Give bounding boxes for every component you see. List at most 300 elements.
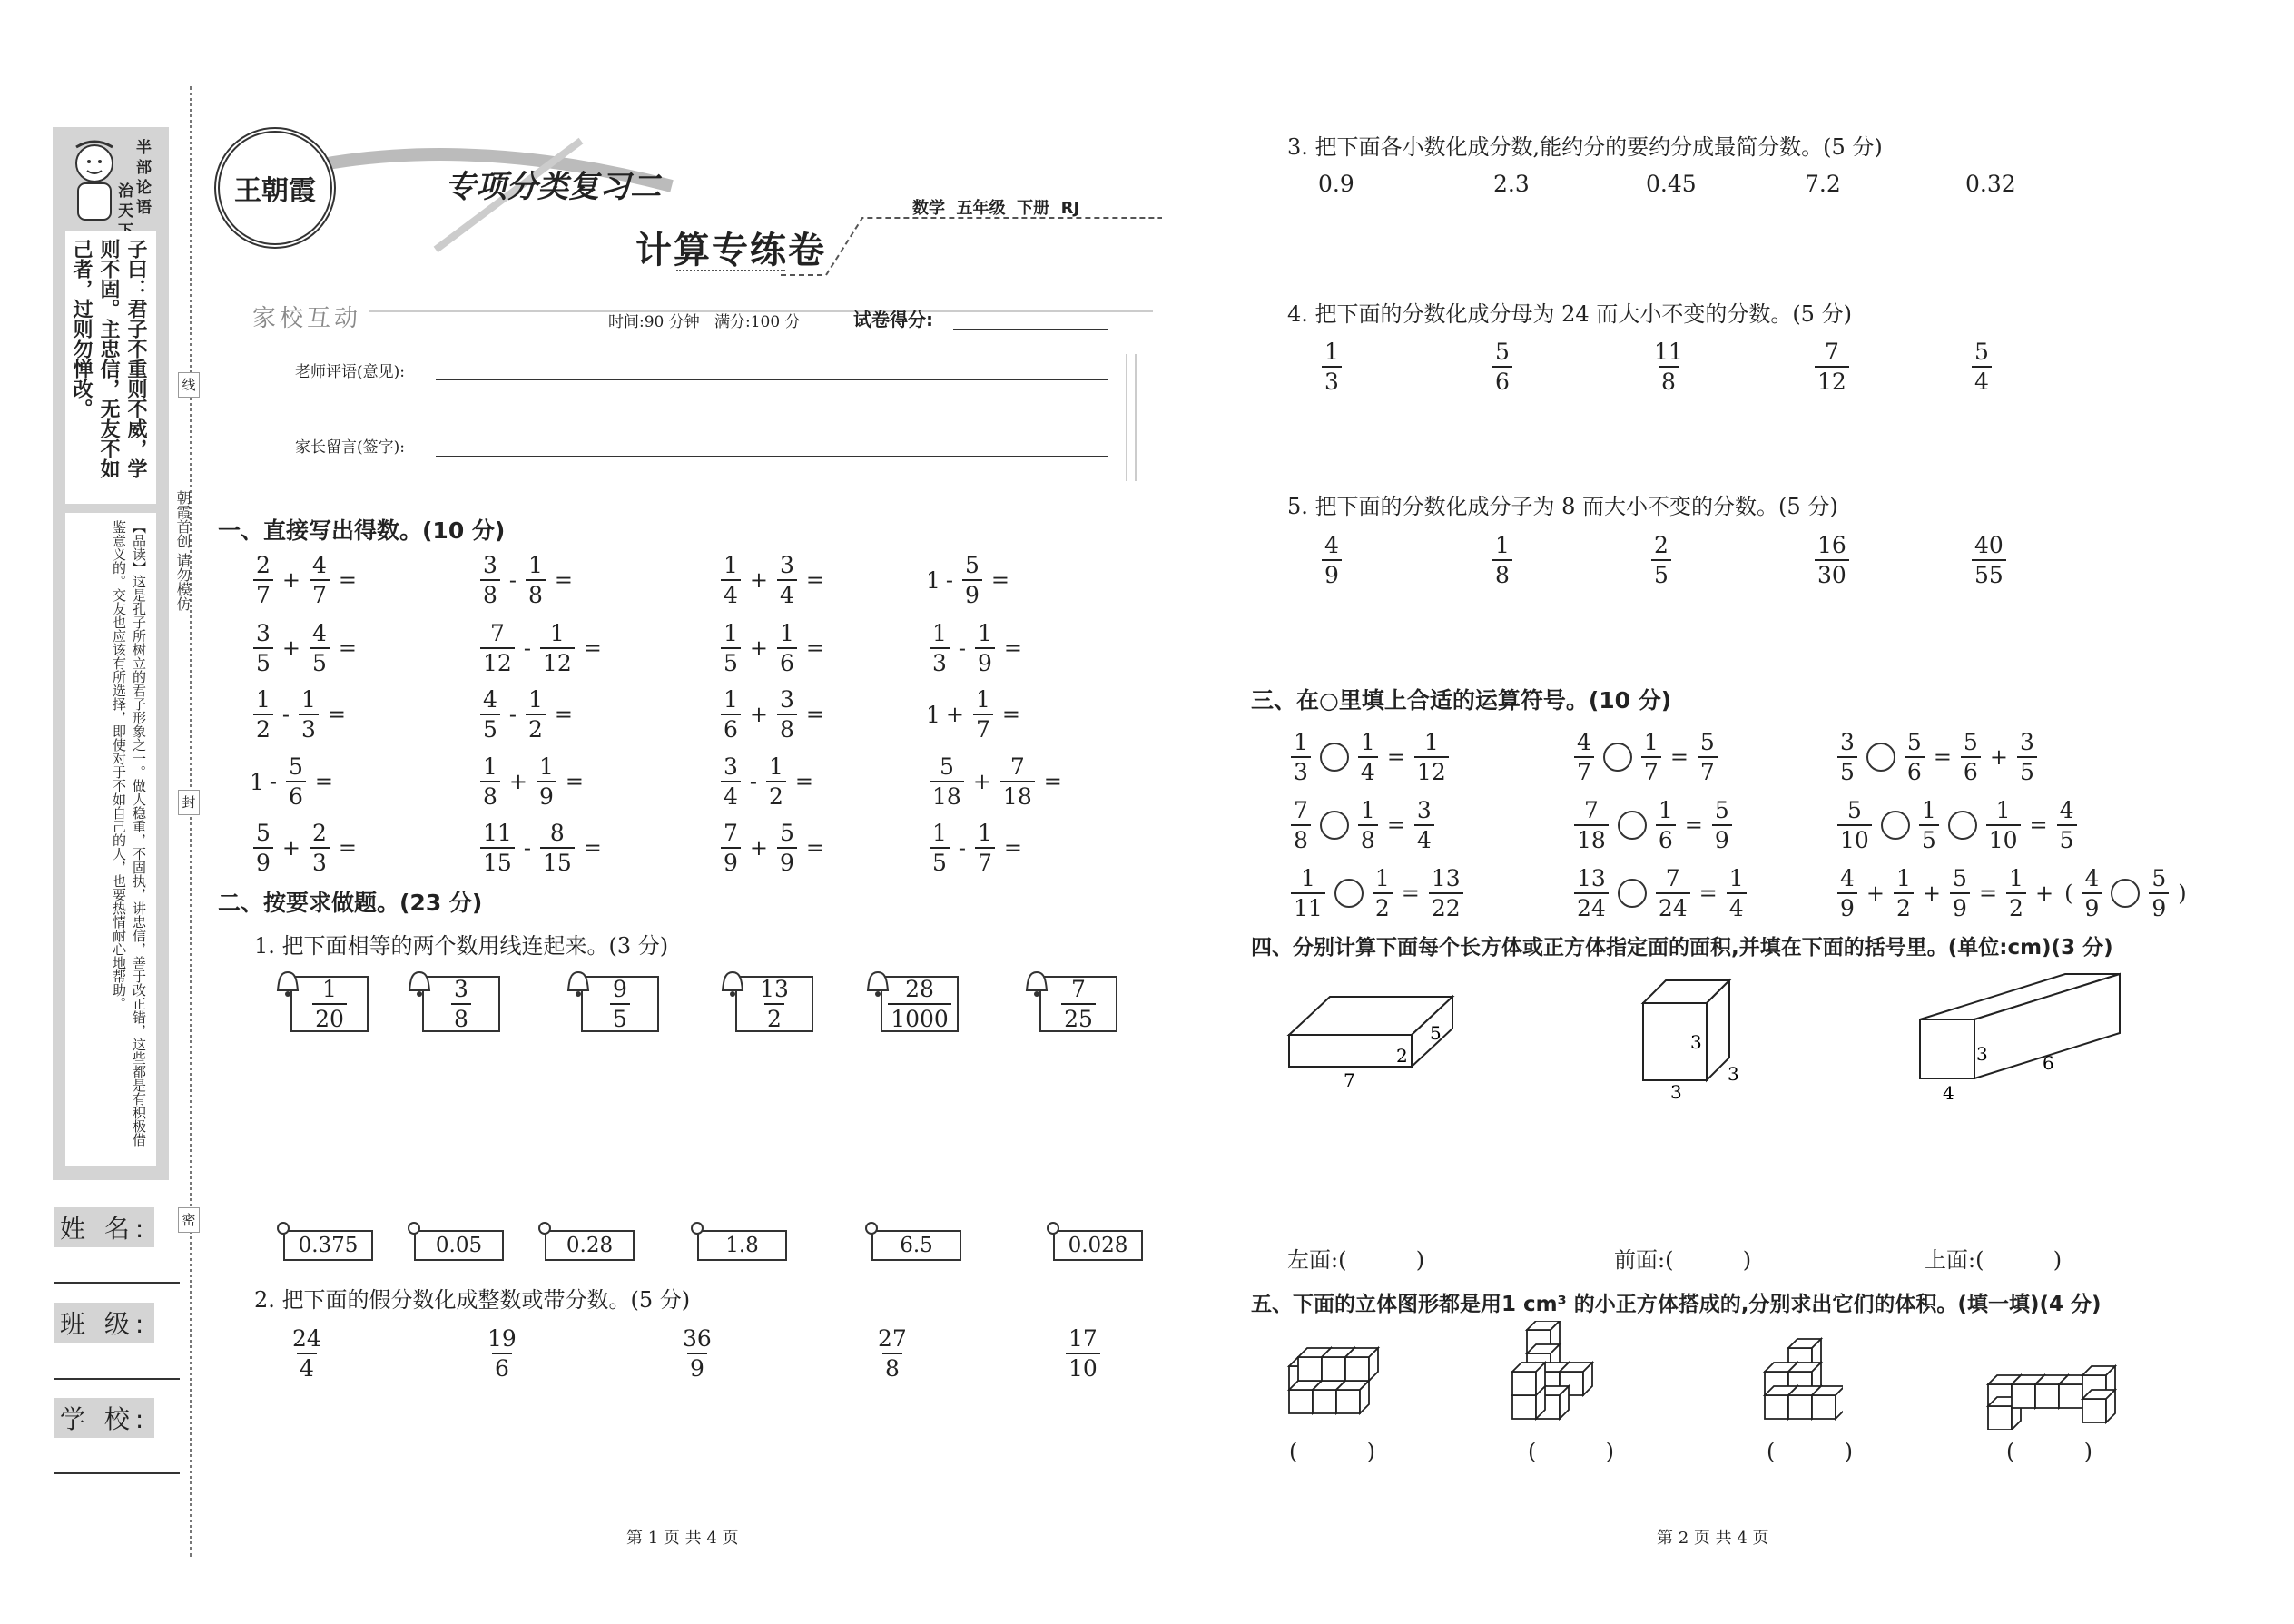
denominator: 1000 [888, 1003, 951, 1030]
q2-item [481, 1327, 523, 1380]
motto-column-2: 治 天 [118, 182, 133, 221]
cuboid-1-length: 7 [1344, 1069, 1355, 1091]
calc-item [250, 822, 362, 874]
q1-fraction-box[interactable] [735, 976, 813, 1032]
front-face-answer[interactable]: 前面:( ) [1614, 1247, 1752, 1273]
q1-decimal-box[interactable] [1053, 1230, 1143, 1261]
calc-item [477, 822, 607, 874]
title-underline [676, 270, 785, 271]
denominator: 9 [721, 847, 741, 874]
denominator: 5 [1651, 559, 1671, 586]
numerator: 1 [539, 753, 554, 780]
symbol: = [1401, 881, 1420, 906]
numerator: 19 [487, 1325, 517, 1352]
denominator: 8 [526, 579, 546, 606]
class-line[interactable] [54, 1378, 180, 1380]
score-line[interactable] [953, 329, 1108, 330]
solid-2 [1512, 1321, 1592, 1419]
fraction [721, 622, 741, 674]
denominator: 3 [1322, 366, 1342, 393]
school-label: 学 校: [54, 1398, 154, 1438]
fraction [1492, 340, 1512, 393]
numerator: 3 [483, 552, 497, 578]
fraction [930, 622, 950, 674]
section4-title: 四、分别计算下面每个长方体或正方体指定面的面积,并填在下面的括号里。(单位:cm)(3 分) [1251, 936, 2113, 960]
numerator: 2 [256, 552, 271, 578]
numerator: 1 [978, 620, 992, 646]
q1-fraction-box[interactable] [881, 976, 959, 1032]
parent-comment-label: 家长留言(签字): [295, 438, 405, 457]
numerator: 3 [724, 753, 738, 780]
solid-3-answer[interactable]: ( ) [1767, 1439, 1854, 1464]
numerator: 7 [1824, 339, 1839, 365]
section2-q1: 1. 把下面相等的两个数用线连起来。(3 分) [254, 933, 669, 959]
number: 1 [926, 566, 940, 594]
solid-4 [1979, 1357, 2142, 1430]
numerator: 2 [312, 820, 327, 846]
fraction: $\frac{1}{6}$ [1656, 799, 1676, 851]
time-info: 时间:90 分钟 满分:100 分 [608, 313, 801, 331]
q2-item [871, 1327, 913, 1380]
numerator: 1 [932, 620, 947, 646]
equals-sign: = [1001, 702, 1021, 727]
denominator: 2 [766, 781, 786, 808]
symbol: + [1989, 744, 2008, 770]
calc-item [926, 822, 1028, 874]
fraction: $\frac{5}{6}$ [1905, 731, 1925, 783]
operator-blank-circle[interactable] [1603, 743, 1632, 772]
logo-text: 王朝霞 [234, 175, 316, 207]
numerator: 9 [613, 976, 627, 1002]
section2-q4: 4. 把下面的分数化成分母为 24 而大小不变的分数。(5 分) [1287, 301, 1852, 327]
numerator: 5 [256, 820, 271, 846]
fraction: $\frac{5}{9}$ [1950, 867, 1970, 920]
operator-blank-circle[interactable] [1320, 743, 1349, 772]
pin-icon [865, 1222, 878, 1235]
symbol: = [1386, 812, 1405, 838]
q2-item [286, 1327, 328, 1380]
numerator: 1 [322, 976, 337, 1002]
commentary-box [65, 513, 156, 1166]
denominator: 4 [721, 781, 741, 808]
denominator: 55 [1972, 559, 2006, 586]
denominator: 4 [297, 1353, 317, 1380]
denominator: 4 [1972, 366, 1992, 393]
solid-2-answer[interactable]: ( ) [1528, 1439, 1615, 1464]
fraction [680, 1327, 714, 1380]
numerator: 36 [683, 1325, 712, 1352]
denominator: 9 [1322, 559, 1342, 586]
home-school-panel [245, 300, 1153, 499]
q3-value: 7.2 [1805, 171, 1841, 197]
fraction [777, 622, 797, 674]
denominator: 7 [310, 579, 330, 606]
score-label: 试卷得分: [853, 309, 933, 330]
q2-item [676, 1327, 718, 1380]
fraction: $\frac{3}{5}$ [1837, 731, 1857, 783]
operator-fill-item [1834, 867, 2192, 920]
calc-item [926, 554, 1015, 606]
q5-item [1318, 534, 1345, 586]
numerator: 1 [932, 820, 947, 846]
q1-decimal-box[interactable] [414, 1230, 504, 1261]
page1-footer: 第 1 页 共 4 页 [626, 1529, 739, 1548]
equals-sign: = [338, 567, 358, 593]
operator: + [281, 635, 301, 661]
numerator: 5 [965, 552, 980, 578]
operator-blank-circle[interactable] [1881, 811, 1910, 840]
equals-sign: = [338, 835, 358, 861]
q1-fraction-box[interactable] [1039, 976, 1117, 1032]
numerator: 4 [483, 686, 497, 713]
fraction [310, 622, 330, 674]
q1-decimal-box[interactable] [545, 1230, 635, 1261]
fraction [1322, 340, 1342, 393]
section1-title: 一、直接写出得数。(10 分) [218, 517, 506, 544]
fraction [875, 1327, 910, 1380]
operator-fill-item [1834, 731, 2041, 783]
school-line[interactable] [54, 1472, 180, 1474]
fraction: $\frac{1}{2}$ [1373, 867, 1393, 920]
equals-sign: = [583, 635, 602, 661]
cut-label-secret: 密 [178, 1207, 200, 1233]
fraction [290, 1327, 324, 1380]
equals-sign: = [1043, 769, 1062, 794]
symbol: ( [2064, 881, 2073, 906]
fraction [1000, 755, 1035, 808]
denominator: 9 [687, 1353, 707, 1380]
solid-4-answer[interactable]: ( ) [2006, 1439, 2093, 1464]
operator-fill-item [1570, 799, 1736, 851]
numerator: 27 [878, 1325, 907, 1352]
fraction [1815, 340, 1849, 393]
numerator: 1 [1495, 532, 1510, 558]
operator: + [281, 567, 301, 593]
fraction [721, 554, 741, 606]
top-face-answer[interactable]: 上面:( ) [1925, 1247, 2063, 1273]
q1-fraction-box[interactable] [581, 976, 659, 1032]
fraction [721, 822, 741, 874]
fraction [1651, 340, 1686, 393]
equals-sign: = [554, 702, 574, 727]
fraction [537, 755, 556, 808]
bell-icon [1021, 969, 1052, 999]
fraction: $\frac{3}{4}$ [1414, 799, 1434, 851]
operator: - [508, 702, 517, 727]
fraction: $\frac{5}{7}$ [1698, 731, 1718, 783]
fraction [299, 688, 319, 741]
denominator: 6 [721, 714, 741, 741]
decimal-value: 0.05 [435, 1234, 483, 1257]
denominator: 8 [777, 714, 797, 741]
q1-decimal-box[interactable] [283, 1230, 373, 1261]
equals-sign: = [554, 567, 574, 593]
fraction: $\frac{13}{24}$ [1574, 867, 1609, 920]
numerator: 1 [978, 820, 992, 846]
calc-item [250, 554, 362, 606]
denominator: 9 [253, 847, 273, 874]
numerator: 5 [780, 820, 794, 846]
equals-sign: = [805, 635, 825, 661]
numerator: 1 [528, 552, 543, 578]
fraction [1492, 534, 1512, 586]
operator-fill-item [1287, 799, 1438, 851]
calc-item [250, 622, 362, 674]
denominator: 18 [1000, 781, 1035, 808]
fraction [310, 822, 330, 874]
operator: + [749, 702, 769, 727]
symbol: = [1669, 744, 1689, 770]
operator-blank-circle[interactable] [1618, 811, 1647, 840]
fraction: $\frac{1}{8}$ [1358, 799, 1378, 851]
home-school-label: 家校互动 [245, 300, 369, 333]
q3-value: 0.45 [1646, 171, 1697, 197]
parent-comment-line[interactable] [436, 456, 1108, 457]
equals-sign: = [805, 835, 825, 861]
q3-value: 0.9 [1318, 171, 1354, 197]
confucius-quote: 子曰：君子不重则不威，学则不固。主忠信，无友不如己者，过则勿惮改。 [70, 239, 147, 478]
fraction: $\frac{7}{24}$ [1656, 867, 1690, 920]
operator-blank-circle[interactable] [2111, 879, 2140, 908]
denominator: 6 [777, 647, 797, 674]
denominator: 4 [721, 579, 741, 606]
fraction [310, 554, 330, 606]
q4-item [1811, 340, 1853, 393]
fraction [777, 822, 797, 874]
symbol: + [1922, 881, 1942, 906]
denominator: 5 [480, 714, 500, 741]
fraction [1972, 534, 2006, 586]
section5-title: 五、下面的立体图形都是用1 cm³ 的小正方体搭成的,分别求出它们的体积。(填一填)(4 分) [1251, 1293, 2102, 1316]
denominator: 2 [253, 714, 273, 741]
solid-1-answer[interactable]: ( ) [1289, 1439, 1376, 1464]
operator: - [945, 567, 954, 593]
operator: + [945, 702, 965, 727]
symbol: = [1698, 881, 1718, 906]
fraction [888, 978, 951, 1030]
symbol: = [1386, 744, 1405, 770]
operator: - [749, 769, 758, 794]
numerator: 11 [483, 820, 512, 846]
numerator: 1 [528, 686, 543, 713]
bell-icon [862, 969, 893, 999]
q4-item [1489, 340, 1516, 393]
numerator: 1 [724, 620, 738, 646]
fraction [1972, 340, 1992, 393]
denominator: 3 [310, 847, 330, 874]
fraction: $\frac{5}{9}$ [2149, 867, 2169, 920]
numerator: 7 [724, 820, 738, 846]
cuboid-3-length: 6 [2043, 1052, 2054, 1074]
denominator: 8 [480, 781, 500, 808]
numerator: 2 [1654, 532, 1669, 558]
cuboid-1 [1285, 971, 1466, 1098]
denominator: 8 [882, 1353, 902, 1380]
denominator: 12 [1815, 366, 1849, 393]
fraction [480, 822, 515, 874]
calc-item [250, 688, 351, 741]
operator-blank-circle[interactable] [1866, 743, 1895, 772]
fraction: $\frac{4}{7}$ [1574, 731, 1594, 783]
cuboid-1-width: 5 [1430, 1022, 1442, 1044]
denominator: 5 [930, 847, 950, 874]
fraction: $\frac{7}{8}$ [1291, 799, 1311, 851]
denominator: 2 [526, 714, 546, 741]
bell-icon [563, 969, 594, 999]
fraction: $\frac{3}{5}$ [2017, 731, 2037, 783]
decimal-value: 1.8 [725, 1234, 759, 1257]
numerator: 3 [256, 620, 271, 646]
fraction [1651, 534, 1671, 586]
q3-value: 0.32 [1965, 171, 2016, 197]
name-label: 姓 名: [54, 1207, 154, 1247]
denominator: 9 [975, 647, 995, 674]
decimal-value: 0.375 [298, 1234, 359, 1257]
symbol: = [2029, 812, 2048, 838]
solid-1 [1289, 1348, 1378, 1413]
denominator: 7 [975, 847, 995, 874]
q1-fraction-box[interactable] [422, 976, 500, 1032]
teacher-comment-line[interactable] [436, 379, 1108, 380]
fraction [1061, 978, 1096, 1030]
denominator: 5 [610, 1003, 630, 1030]
symbol: = [1684, 812, 1703, 838]
page2-footer: 第 2 页 共 4 页 [1657, 1529, 1769, 1548]
fraction [1322, 534, 1342, 586]
fraction [286, 755, 306, 808]
bell-icon [272, 969, 303, 999]
motto-column: 半 部 论 语 [136, 139, 152, 217]
section3-title: 三、在○里填上合适的运算符号。(10 分) [1251, 687, 1672, 714]
denominator: 6 [492, 1353, 512, 1380]
fraction [610, 978, 630, 1030]
operator: + [749, 635, 769, 661]
numerator: 3 [454, 976, 468, 1002]
operator-fill-item [1570, 867, 1750, 920]
denominator: 8 [451, 1003, 471, 1030]
calc-item [477, 622, 607, 674]
operator-blank-circle[interactable] [1334, 879, 1364, 908]
bell-icon [717, 969, 748, 999]
numerator: 5 [289, 753, 303, 780]
numerator: 3 [780, 686, 794, 713]
cuboid-3-width: 4 [1943, 1082, 1954, 1104]
fraction [540, 822, 575, 874]
equals-sign: = [327, 702, 347, 727]
denominator: 2 [764, 1003, 784, 1030]
operator-blank-circle[interactable] [1618, 879, 1647, 908]
calc-item [477, 554, 578, 606]
fraction: $\frac{4}{5}$ [2057, 799, 2077, 851]
fraction: $\frac{1}{2}$ [2006, 867, 2026, 920]
operator-fill-item [1287, 731, 1452, 783]
denominator: 18 [930, 781, 964, 808]
calc-item [717, 755, 819, 808]
q5-item [1489, 534, 1516, 586]
denominator: 12 [540, 647, 575, 674]
calc-item [926, 622, 1028, 674]
operator: + [508, 769, 528, 794]
calc-item [717, 622, 830, 674]
operator: - [523, 835, 531, 861]
name-line[interactable] [54, 1282, 180, 1284]
numerator: 1 [256, 686, 271, 713]
equals-sign: = [583, 835, 602, 861]
denominator: 3 [299, 714, 319, 741]
numerator: 17 [1068, 1325, 1098, 1352]
q1-decimal-box[interactable] [697, 1230, 787, 1261]
q1-fraction-box[interactable] [290, 976, 369, 1032]
section2-title: 二、按要求做题。(23 分) [218, 890, 483, 916]
symbol: = [1978, 881, 1998, 906]
numerator: 7 [1009, 753, 1025, 780]
denominator: 5 [253, 647, 273, 674]
operator-blank-circle[interactable] [1320, 811, 1349, 840]
pin-icon [691, 1222, 704, 1235]
fraction: $\frac{1}{3}$ [1291, 731, 1311, 783]
calc-item [250, 755, 339, 808]
cube-2-edge-b: 3 [1690, 1031, 1702, 1053]
calc-item [717, 554, 830, 606]
numerator: 5 [1974, 339, 1989, 365]
cuboid-3 [1911, 969, 2129, 1106]
denominator: 25 [1061, 1003, 1096, 1030]
fraction [540, 622, 575, 674]
equals-sign: = [990, 567, 1010, 593]
fraction: $\frac{1}{7}$ [1641, 731, 1661, 783]
fraction [721, 755, 741, 808]
operator-blank-circle[interactable] [1948, 811, 1977, 840]
number: 1 [926, 701, 940, 728]
numerator: 1 [780, 620, 794, 646]
numerator: 1 [1324, 339, 1339, 365]
calc-item [926, 688, 1026, 741]
numerator: 7 [489, 620, 505, 646]
section2-q5: 5. 把下面的分数化成分子为 8 而大小不变的分数。(5 分) [1287, 494, 1838, 519]
left-face-answer[interactable]: 左面:( ) [1287, 1247, 1425, 1273]
fraction: $\frac{5}{10}$ [1837, 799, 1872, 851]
fraction [253, 554, 273, 606]
operator: - [958, 835, 967, 861]
fraction [312, 978, 347, 1030]
operator-fill-item [1570, 731, 1721, 783]
operator: + [281, 835, 301, 861]
fraction [975, 622, 995, 674]
operator: - [958, 635, 967, 661]
q1-decimal-box[interactable] [871, 1230, 961, 1261]
cut-line [190, 86, 192, 1557]
fraction [480, 622, 515, 674]
numerator: 4 [312, 620, 327, 646]
numerator: 3 [780, 552, 794, 578]
numerator: 13 [760, 976, 789, 1002]
q3-value: 2.3 [1493, 171, 1530, 197]
fraction [973, 688, 993, 741]
denominator: 8 [480, 579, 500, 606]
fraction [962, 554, 982, 606]
section2-q2: 2. 把下面的假分数化成整数或带分数。(5 分) [254, 1287, 691, 1313]
denominator: 3 [930, 647, 950, 674]
fraction [930, 822, 950, 874]
denominator: 9 [537, 781, 556, 808]
fraction: $\frac{1}{4}$ [1727, 867, 1747, 920]
fraction [253, 688, 273, 741]
denominator: 5 [310, 647, 330, 674]
equals-sign: = [1003, 635, 1023, 661]
denominator: 12 [480, 647, 515, 674]
denominator: 4 [777, 579, 797, 606]
calc-item [926, 755, 1068, 808]
